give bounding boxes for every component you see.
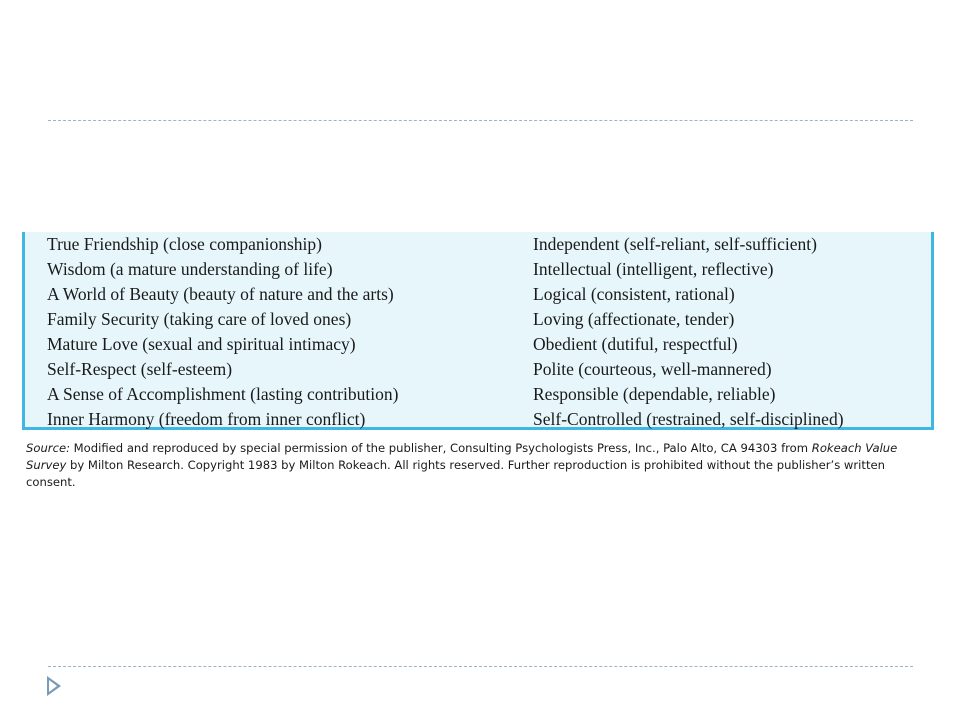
table-row [25,282,931,307]
instrumental-value-cell: Polite (courteous, well-mannered) [533,359,772,379]
table-row [25,232,931,257]
table-row [25,357,931,382]
source-title: Rokeach Value Survey [26,441,898,472]
values-table [22,232,934,430]
instrumental-value-cell: Responsible (dependable, reliable) [533,384,776,404]
source-text-part-2: by Milton Research. Copyright 1983 by Milton Rokeach. All rights reserved. Further reproduction is prohibited without the publisher’s written consent. [26,458,885,489]
instrumental-value-cell: Loving (affectionate, tender) [533,309,735,329]
terminal-value-cell: True Friendship (close companionship) [47,234,322,254]
source-text-part-1: Modified and reproduced by special permission of the publisher, Consulting Psychologists Press, Inc., Palo Alto, CA 94303 from [69,441,812,455]
instrumental-value-cell: Intellectual (intelligent, reflective) [533,259,774,279]
next-slide-arrow-icon[interactable] [47,676,61,696]
top-divider [48,120,913,121]
instrumental-value-cell: Logical (consistent, rational) [533,284,735,304]
terminal-value-cell: Family Security (taking care of loved ones) [47,309,352,329]
terminal-value-cell: Wisdom (a mature understanding of life) [47,259,333,279]
source-note [26,440,936,491]
terminal-value-cell: A World of Beauty (beauty of nature and the arts) [47,284,394,304]
instrumental-value-cell: Self-Controlled (restrained, self-disciplined) [533,409,844,429]
instrumental-value-cell: Independent (self-reliant, self-sufficient) [533,234,817,254]
terminal-value-cell: Inner Harmony (freedom from inner conflict) [47,409,366,429]
table-row [25,332,931,357]
table-row [25,382,931,407]
bottom-divider [48,666,913,667]
table-row [25,257,931,282]
terminal-value-cell: A Sense of Accomplishment (lasting contribution) [47,384,399,404]
source-label: Source: [26,441,70,455]
table-row [25,307,931,332]
terminal-value-cell: Self-Respect (self-esteem) [47,359,233,379]
table-row [25,407,931,432]
terminal-value-cell: Mature Love (sexual and spiritual intimacy) [47,334,356,354]
instrumental-value-cell: Obedient (dutiful, respectful) [533,334,738,354]
